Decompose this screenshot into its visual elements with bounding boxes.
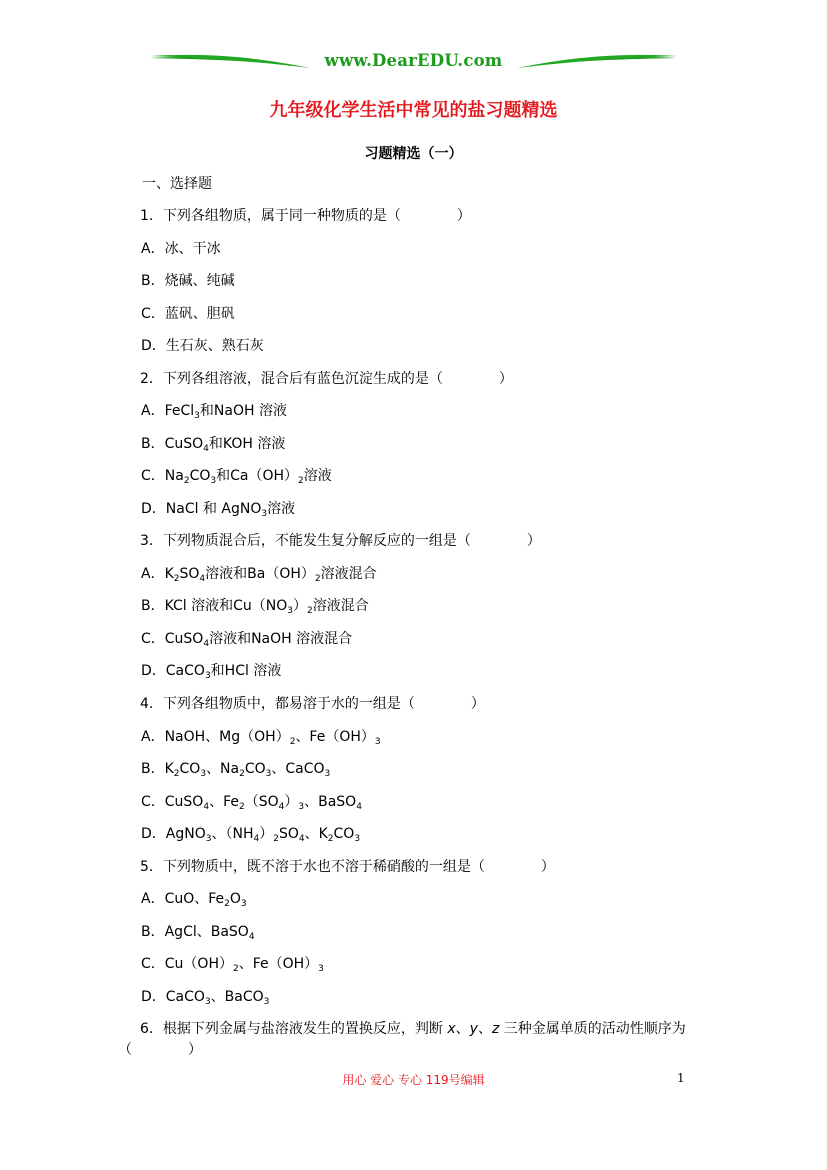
document-title: 九年级化学生活中常见的盐习题精选 xyxy=(269,100,558,121)
question-1-option-b: B．烧碱、纯碱 xyxy=(141,273,235,289)
question-2-stem: 2．下列各组溶液，混合后有蓝色沉淀生成的是（ ） xyxy=(140,371,513,387)
question-4-option-c: C．CuSO$_4$、$Fe_2(SO_4)_3$、BaSO$_4$ xyxy=(141,794,362,812)
question-3-option-b: B．KCl 溶液和$Cu(NO_3)_2$溶液混合 xyxy=(141,598,369,616)
question-2-option-b: B．CuSO$_4$和KOH 溶液 xyxy=(141,436,286,454)
question-1-option-a: A．冰、干冰 xyxy=(141,241,221,257)
question-6-stem-continued: （ ） xyxy=(118,1042,202,1058)
question-2-option-c: C．$Na_2CO_3$和$Ca(OH)_2$溶液 xyxy=(141,468,332,486)
question-5-stem: 5．下列物质中，既不溶于水也不溶于稀硝酸的一组是（ ） xyxy=(140,859,555,875)
footer-text: 用心 爱心 专心 119号编辑 xyxy=(342,1073,485,1087)
question-1-stem: 1．下列各组物质，属于同一种物质的是（ ） xyxy=(140,208,471,224)
question-4-option-d: D．AgNO$_3$、$(NH_4)_2SO_4$、$K_2CO_3$ xyxy=(141,826,361,844)
page-number: 1 xyxy=(677,1071,685,1085)
question-4-option-b: B．$K_2CO_3$、$Na_2CO_3$、CaCO$_3$ xyxy=(141,761,331,779)
question-4-stem: 4．下列各组物质中，都易溶于水的一组是（ ） xyxy=(140,696,485,712)
section-heading: 一、选择题 xyxy=(142,176,212,192)
question-6-stem: 6．根据下列金属与盐溶液发生的置换反应，判断 x、y、z 三种金属单质的活动性顺序为 xyxy=(140,1021,686,1037)
question-2-option-d: D．NaCl 和 AgNO$_3$溶液 xyxy=(141,501,296,519)
question-5-option-d: D．CaCO$_3$、BaCO$_3$ xyxy=(141,989,270,1007)
question-3-option-d: D．CaCO$_3$和HCl 溶液 xyxy=(141,663,282,681)
question-5-option-b: B．AgCl、BaSO$_4$ xyxy=(141,924,255,942)
question-3-stem: 3．下列物质混合后，不能发生复分解反应的一组是（ ） xyxy=(140,533,541,549)
question-1-option-c: C．蓝矾、胆矾 xyxy=(141,306,235,322)
question-3-option-c: C．CuSO$_4$溶液和NaOH 溶液混合 xyxy=(141,631,353,649)
site-logo-banner xyxy=(150,48,677,78)
question-5-option-c: C．$Cu(OH)_2$、$Fe(OH)_3$ xyxy=(141,956,324,974)
question-5-option-a: A．CuO、$Fe_2O_3$ xyxy=(141,891,247,909)
question-3-option-a: A．$K_2SO_4$溶液和$Ba(OH)_2$溶液混合 xyxy=(141,566,377,584)
document-subtitle: 习题精选（一） xyxy=(364,146,463,162)
question-1-option-d: D．生石灰、熟石灰 xyxy=(141,338,264,354)
logo-text: www.DearEDU.com xyxy=(324,51,503,70)
question-2-option-a: A．FeCl$_3$和NaOH 溶液 xyxy=(141,403,287,421)
question-4-option-a: A．NaOH、$Mg(OH)_2$、$Fe(OH)_3$ xyxy=(141,729,381,747)
